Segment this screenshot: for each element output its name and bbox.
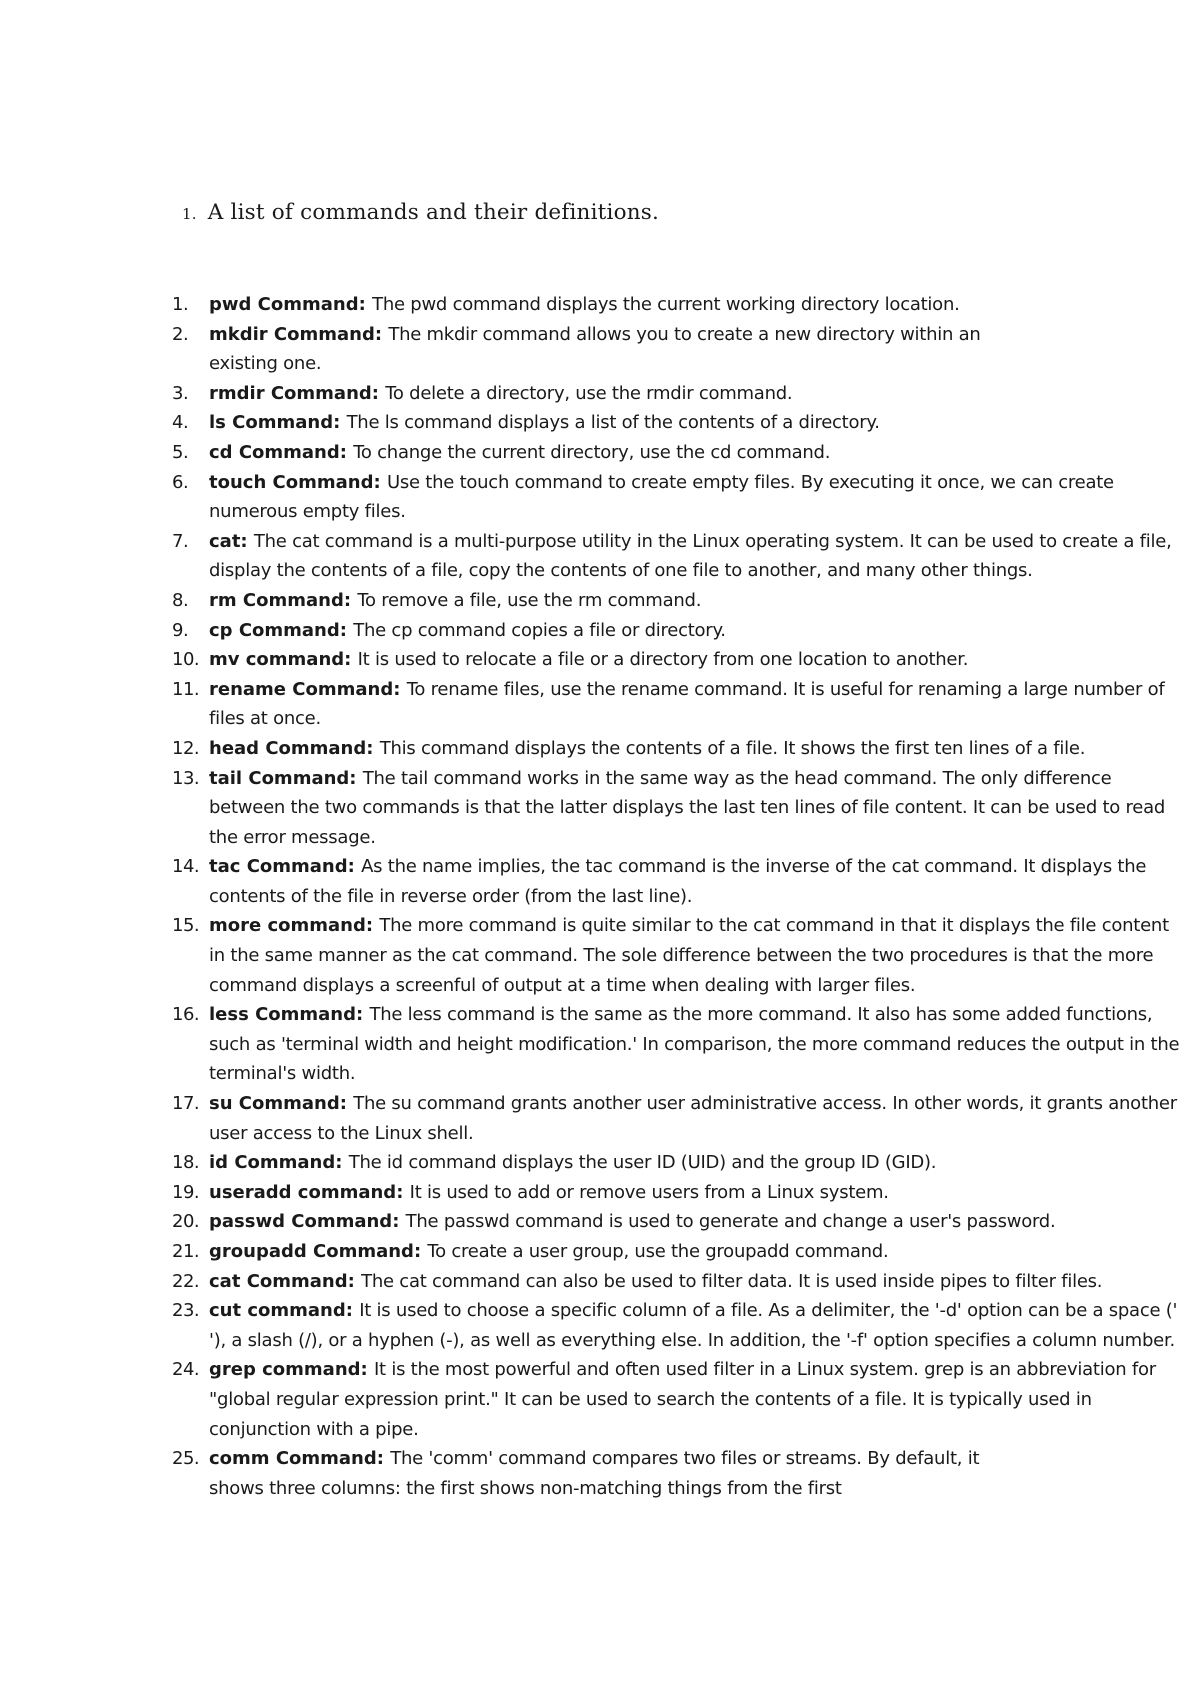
item-number: 9. bbox=[172, 619, 189, 641]
list-item: 21. groupadd Command: To create a user group, use the groupadd command. bbox=[172, 1237, 1182, 1267]
command-name: groupadd Command bbox=[209, 1241, 414, 1262]
item-number: 21. bbox=[172, 1241, 200, 1262]
item-number: 25. bbox=[172, 1448, 200, 1470]
item-number: 20. bbox=[172, 1211, 200, 1233]
command-description: The 'comm' command compares two files or streams. By default, it shows three columns: the first shows non-matching things from the first bbox=[209, 1448, 980, 1499]
list-item: 16. less Command: The less command is the same as the more command. It also has some added functions, such as 'terminal width and height modification.' In comparison, the more command reduces the output in the terminal's width. bbox=[172, 1000, 1182, 1089]
command-description: This command displays the contents of a file. It shows the first ten lines of a file. bbox=[379, 737, 1086, 759]
list-item: 23. cut command: It is used to choose a specific column of a file. As a delimiter, the '-d' option can be a space (' '), a slash (/), or a hyphen (-), as well as everything else. In addition, the '-f' option specifies a column number. bbox=[172, 1296, 1182, 1355]
item-number: 8. bbox=[172, 589, 189, 611]
item-number: 22. bbox=[172, 1270, 200, 1292]
command-name: pwd Command bbox=[209, 294, 359, 315]
item-number: 10. bbox=[172, 649, 200, 671]
command-description: It is used to add or remove users from a Linux system. bbox=[409, 1181, 889, 1203]
command-description: The pwd command displays the current working directory location. bbox=[372, 294, 960, 315]
command-description: The passwd command is used to generate and change a user's password. bbox=[405, 1211, 1056, 1233]
command-name: rename Command bbox=[209, 678, 394, 700]
item-number: 12. bbox=[172, 737, 200, 759]
command-description: It is the most powerful and often used filter in a Linux system. grep is an abbreviation for "global regular expression print." It can be used to search the contents of a file. It is typically used in conjunction with a pipe. bbox=[209, 1359, 1156, 1440]
list-item: 17. su Command: The su command grants another user administrative access. In other words, it grants another user access to the Linux shell. bbox=[172, 1089, 1182, 1148]
command-name: passwd Command bbox=[209, 1211, 393, 1233]
command-description: The id command displays the user ID (UID) and the group ID (GID). bbox=[348, 1152, 937, 1174]
list-item: 6. touch Command: Use the touch command to create empty files. By executing it once, we can create numerous empty files. bbox=[172, 468, 1182, 527]
command-description: The cat command can also be used to filter data. It is used inside pipes to filter files. bbox=[361, 1270, 1103, 1292]
item-number: 14. bbox=[172, 856, 200, 878]
command-description: To create a user group, use the groupadd command. bbox=[427, 1241, 889, 1262]
page-heading bbox=[182, 200, 659, 225]
command-name: tail Command bbox=[209, 767, 350, 789]
heading-text: A list of commands and their definitions. bbox=[207, 200, 660, 225]
list-item: 5. cd Command: To change the current directory, use the cd command. bbox=[172, 438, 1182, 468]
item-number: 18. bbox=[172, 1152, 200, 1174]
item-number: 11. bbox=[172, 678, 200, 700]
list-item: 8. rm Command: To remove a file, use the rm command. bbox=[172, 586, 1182, 616]
command-name: rm Command bbox=[209, 589, 344, 611]
list-item: 11. rename Command: To rename files, use the rename command. It is useful for renaming a large number of files at once. bbox=[172, 675, 1182, 734]
item-number: 1. bbox=[172, 294, 189, 315]
command-name: ls Command bbox=[209, 412, 334, 434]
command-name: cut command bbox=[209, 1300, 346, 1322]
command-name: head Command bbox=[209, 737, 367, 759]
list-item: 24. grep command: It is the most powerful and often used filter in a Linux system. grep is an abbreviation for "global regular expression print." It can be used to search the contents of a file. It is typically used in conjunction with a pipe. bbox=[172, 1355, 1182, 1444]
list-item: 2. mkdir Command: The mkdir command allows you to create a new directory within an existing one. bbox=[172, 320, 1029, 379]
list-item: 1. pwd Command: The pwd command displays the current working directory location. bbox=[172, 290, 979, 320]
command-name: less Command bbox=[209, 1004, 357, 1026]
list-item: 12. head Command: This command displays the contents of a file. It shows the first ten lines of a file. bbox=[172, 734, 1182, 764]
command-description: The su command grants another user administrative access. In other words, it grants another user access to the Linux shell. bbox=[209, 1093, 1177, 1144]
command-name: id Command bbox=[209, 1152, 336, 1174]
command-name: mv command bbox=[209, 649, 345, 671]
item-number: 15. bbox=[172, 915, 200, 937]
command-description: Use the touch command to create empty files. By executing it once, we can create numerous empty files. bbox=[209, 471, 1114, 523]
command-name: cp Command bbox=[209, 619, 340, 641]
item-number: 6. bbox=[172, 471, 189, 493]
list-item: 10. mv command: It is used to relocate a file or a directory from one location to another. bbox=[172, 645, 1182, 675]
command-description: To delete a directory, use the rmdir command. bbox=[385, 382, 793, 404]
command-name: cd Command bbox=[209, 441, 340, 463]
command-description: It is used to relocate a file or a directory from one location to another. bbox=[357, 649, 969, 671]
command-description: The tail command works in the same way as the head command. The only difference between the two commands is that the latter displays the last ten lines of file content. It can be used to read the error message. bbox=[209, 767, 1166, 848]
command-description: It is used to choose a specific column of a file. As a delimiter, the '-d' option can be a space (' '), a slash (/), or a hyphen (-), as well as everything else. In addition, the '-f' option specifies a column number. bbox=[209, 1300, 1178, 1351]
item-number: 2. bbox=[172, 323, 189, 345]
command-description: The less command is the same as the more command. It also has some added functions, such as 'terminal width and height modification.' In comparison, the more command reduces the output in the terminal's width. bbox=[209, 1004, 1180, 1085]
list-item: 3. rmdir Command: To delete a directory, use the rmdir command. bbox=[172, 379, 1182, 409]
item-number: 5. bbox=[172, 441, 189, 463]
list-item: 14. tac Command: As the name implies, the tac command is the inverse of the cat command. It displays the contents of the file in reverse order (from the last line). bbox=[172, 852, 1182, 911]
list-item: 19. useradd command: It is used to add or remove users from a Linux system. bbox=[172, 1178, 1182, 1208]
command-name: cat Command bbox=[209, 1270, 348, 1292]
list-item: 7. cat: The cat command is a multi-purpose utility in the Linux operating system. It can be used to create a file, display the contents of a file, copy the contents of one file to another, and many other things. bbox=[172, 527, 1182, 586]
item-number: 19. bbox=[172, 1181, 200, 1203]
command-description: The mkdir command allows you to create a new directory within an existing one. bbox=[209, 323, 981, 375]
command-description: The more command is quite similar to the cat command in that it displays the file content in the same manner as the cat command. The sole difference between the two procedures is that the more command displays a screenful of output at a time when dealing with larger files. bbox=[209, 915, 1169, 996]
command-description: The cat command is a multi-purpose utility in the Linux operating system. It can be used to create a file, display the contents of a file, copy the contents of one file to another, and many other things. bbox=[209, 530, 1172, 582]
list-item: 9. cp Command: The cp command copies a file or directory. bbox=[172, 616, 1182, 646]
list-item: 15. more command: The more command is quite similar to the cat command in that it displays the file content in the same manner as the cat command. The sole difference between the two procedures is that the more command displays a screenful of output at a time when dealing with larger files. bbox=[172, 911, 1182, 1000]
list-item: 13. tail Command: The tail command works in the same way as the head command. The only difference between the two commands is that the latter displays the last ten lines of file content. It can be used to read the error message. bbox=[172, 764, 1182, 853]
item-number: 13. bbox=[172, 767, 200, 789]
item-number: 24. bbox=[172, 1359, 200, 1381]
item-number: 23. bbox=[172, 1300, 200, 1322]
command-name: more command bbox=[209, 915, 366, 937]
list-item: 20. passwd Command: The passwd command is used to generate and change a user's password. bbox=[172, 1207, 1182, 1237]
item-number: 7. bbox=[172, 530, 189, 552]
list-item: 25. comm Command: The 'comm' command compares two files or streams. By default, it shows three columns: the first shows non-matching things from the first bbox=[172, 1444, 1029, 1503]
command-name: useradd command bbox=[209, 1181, 397, 1203]
command-list bbox=[172, 290, 1182, 1503]
list-item: 22. cat Command: The cat command can also be used to filter data. It is used inside pipes to filter files. bbox=[172, 1267, 1182, 1297]
item-number: 17. bbox=[172, 1093, 200, 1115]
command-name: comm Command bbox=[209, 1448, 377, 1470]
command-name: mkdir Command bbox=[209, 323, 375, 345]
item-number: 4. bbox=[172, 412, 189, 434]
command-description: To change the current directory, use the cd command. bbox=[353, 441, 831, 463]
command-description: To remove a file, use the rm command. bbox=[357, 589, 702, 611]
command-description: The cp command copies a file or directory. bbox=[353, 619, 726, 641]
heading-number: 1. bbox=[182, 205, 197, 223]
command-description: The ls command displays a list of the contents of a directory. bbox=[346, 412, 880, 434]
command-description: To rename files, use the rename command. It is useful for renaming a large number of files at once. bbox=[209, 678, 1165, 730]
command-name: grep command bbox=[209, 1359, 361, 1381]
list-item: 4. ls Command: The ls command displays a list of the contents of a directory. bbox=[172, 408, 1182, 438]
command-name: touch Command bbox=[209, 471, 374, 493]
list-item: 18. id Command: The id command displays the user ID (UID) and the group ID (GID). bbox=[172, 1148, 1182, 1178]
command-name: rmdir Command bbox=[209, 382, 372, 404]
command-name: cat bbox=[209, 530, 241, 552]
command-name: su Command bbox=[209, 1093, 340, 1115]
command-name: tac Command bbox=[209, 856, 348, 878]
command-description: As the name implies, the tac command is the inverse of the cat command. It displays the contents of the file in reverse order (from the last line). bbox=[209, 856, 1147, 907]
item-number: 16. bbox=[172, 1004, 200, 1026]
item-number: 3. bbox=[172, 382, 189, 404]
